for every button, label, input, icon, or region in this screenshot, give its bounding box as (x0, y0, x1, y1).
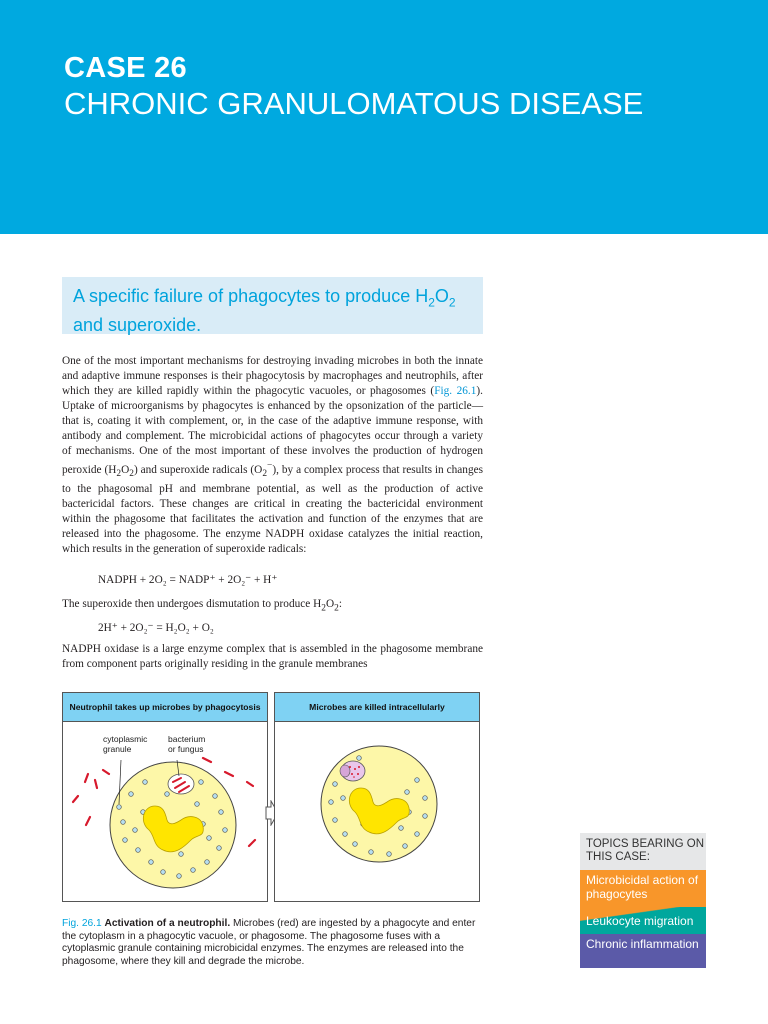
topic-microbicidal-action[interactable]: Microbicidal action of phagocytes (580, 870, 706, 907)
caption-title: Activation of a neutrophil. (104, 918, 231, 929)
body-paragraph-1: One of the most important mechanisms for destroying invading microbes in both the innate and adaptive immune responses is their phagocytosis by macrophages and neutrophils, after which they are killed rapidly within the phagocytic vacuoles, or phagosomes (Fig. 26.1). Uptake of microorganisms by phagocytes is enhanced by the opsonization of the particle—that is, coating it with complement, or, in the case of the adaptive immune response, with antibody and complement. The microbicidal actions of phagocytes occur through a variety of mechanisms. One of the most important of these involves the production of hydrogen peroxide $(H_2O_2)$ and superoxide radicals $(O_2^-)$, by a complex process that results in changes to the phagosomal pH and membrane potential, as well as the production of active bactericidal factors. These changes are critical in creating the bactericidal environment within the phagosome that facilitates the activation and function of the enzymes that are released into the phagosome. The enzyme NADPH oxidase catalyzes the initial reaction, which results in the generation of superoxide radicals: (62, 355, 483, 556)
topics-heading: TOPICS BEARING ON THIS CASE: (580, 833, 706, 870)
panel-title-killing: Microbes are killed intracellularly (275, 693, 479, 722)
neutrophil-phagocytosis-illustration (63, 722, 267, 902)
case-number: CASE 26 (64, 52, 187, 84)
topics-box (580, 833, 706, 968)
label-bacterium: bacterium or fungus (168, 734, 206, 754)
equation-1: NADPH + 2O₂ = NADP⁺ + 2O₂⁻ + H⁺ (98, 574, 278, 586)
caption-figure-number: Fig. 26.1 (62, 918, 102, 929)
panel-title-phagocytosis: Neutrophil takes up microbes by phagocytosis (63, 693, 267, 722)
body-paragraph-2: The superoxide then undergoes dismutation to produce $H_2O_2$: (62, 598, 342, 614)
topic-chronic-inflammation[interactable]: Chronic inflammation (580, 934, 706, 968)
summary-box (62, 277, 483, 334)
figure-panel-killing (274, 692, 480, 902)
figure-26-1 (62, 692, 481, 904)
caption-text: Microbes (red) are ingested by a phagocyte and enter the cytoplasm in a phagocytic vacuole, or phagosome. The phagosome fuses with a cytoplasmic granule containing microbicidal enzymes. The enzymes are released into the phagosome, where they kill and degrade the microbe. (62, 918, 476, 967)
summary-text: A specific failure of phagocytes to produce $H_2O_2$ and superoxide. (73, 286, 456, 335)
figure-panel-phagocytosis (62, 692, 268, 902)
figure-reference-link[interactable]: Fig. 26.1 (434, 385, 477, 397)
equation-2: 2H⁺ + 2O₂⁻ = H₂O₂ + O₂ (98, 622, 214, 634)
label-cytoplasmic-granule: cytoplasmic granule (103, 734, 148, 754)
case-title: CHRONIC GRANULOMATOUS DISEASE (64, 86, 644, 121)
header-band (0, 0, 768, 234)
figure-caption (62, 918, 483, 968)
neutrophil-killing-illustration (275, 722, 479, 902)
topic-leukocyte-migration[interactable]: Leukocyte migration (580, 907, 706, 934)
body-paragraph-3: NADPH oxidase is a large enzyme complex that is assembled in the phagosome membrane from component parts originally residing in the granule membranes (62, 643, 483, 670)
